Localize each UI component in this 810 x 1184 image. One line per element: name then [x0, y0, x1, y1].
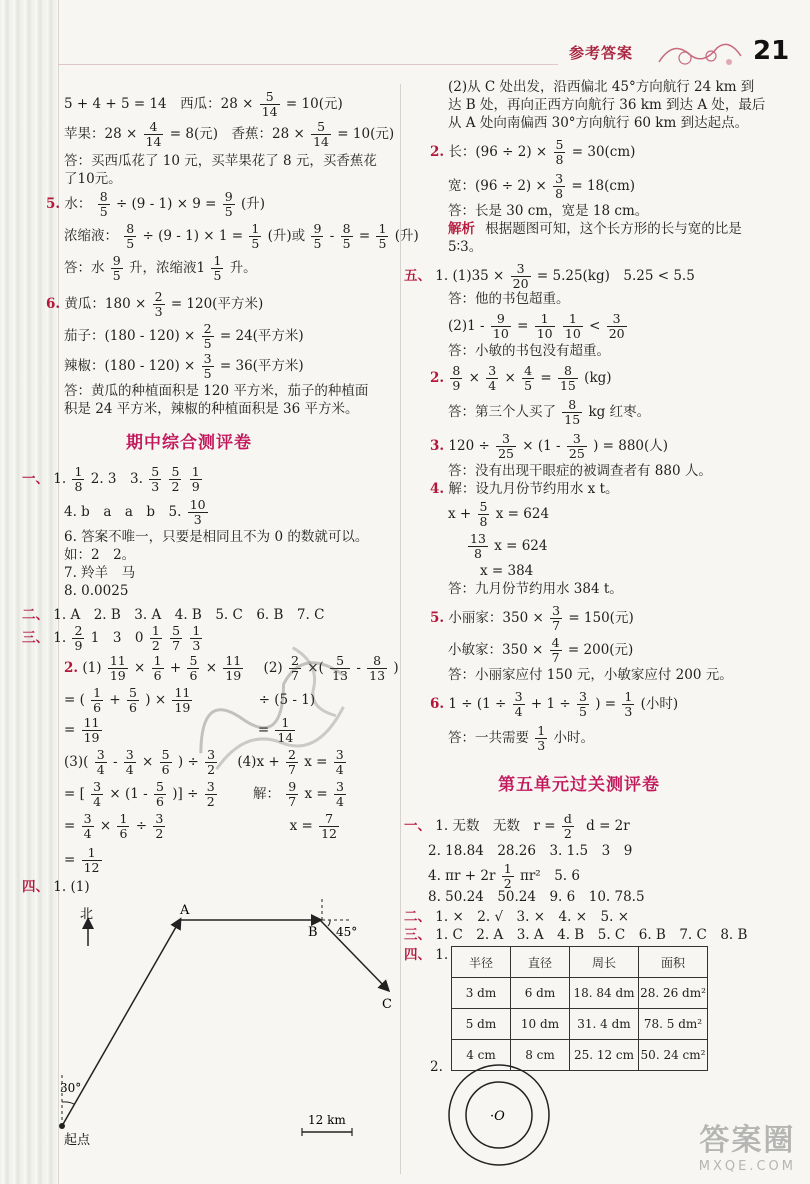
answer-line: 达 B 处，再向正西方向航行 36 km 到达 A 处，最后 [448, 97, 766, 113]
answer-line: 6. 黄瓜：180 × $\frac{2}{3}$ = 120(平方米) [46, 289, 264, 319]
answer-line: 2. 18.84 28.26 3. 1.5 3 9 [428, 843, 633, 859]
table-cell: 6 dm [511, 978, 570, 1009]
answer-line: 5 + 4 + 5 = 14 西瓜：28 × $\frac{5}{14}$ = 10(元) [64, 89, 343, 119]
answer-line: 一、 1. 无数 无数 r = $\frac{d}{2}$ d = 2r [404, 811, 630, 841]
answer-line: 6. 1 ÷ (1 ÷ $\frac{3}{4}$ + 1 ÷ $\frac{3}{5}$ ) = $\frac{1}{3}$ (小时) [430, 689, 679, 719]
table-cell: 18. 84 dm [570, 978, 639, 1009]
answer-line: 8. 0.0025 [64, 583, 129, 599]
answer-line: = $\frac{11}{19}$ = $\frac{1}{14}$ [64, 715, 294, 745]
header-decoration-icon [655, 36, 745, 72]
answer-line: 答：没有出现干眼症的被调查者有 880 人。 [448, 463, 712, 479]
table-cell: 3 dm [452, 978, 511, 1009]
table-cell: 8 cm [511, 1040, 570, 1071]
table-header: 周长 [570, 947, 639, 978]
table-header: 半径 [452, 947, 511, 978]
unit5-title: 第五单元过关测评卷 [498, 775, 660, 795]
start-point [59, 1123, 65, 1129]
point-b-label: B [308, 925, 318, 940]
answer-line: = $\frac{1}{12}$ [64, 845, 100, 875]
answer-line: 四、 1. (1) [22, 879, 90, 895]
answer-line: 茄子：(180 - 120) × $\frac{2}{5}$ = 24(平方米) [64, 321, 304, 351]
page-header [555, 30, 810, 78]
watermark [699, 1115, 796, 1174]
answer-line: 6. 答案不唯一，只要是相同且不为 0 的数就可以。 [64, 529, 369, 545]
table-cell: 25. 12 cm [570, 1040, 639, 1071]
answer-line: 4. b a a b 5. $\frac{10}{3}$ [64, 497, 206, 527]
route-map [44, 898, 400, 1174]
answer-line: 四、 1. [404, 947, 449, 963]
answer-line: 三、 1. $\frac{2}{9}$ 1 3 0 $\frac{1}{2}$ $\frac{5}{7}$ $\frac{1}{3}$ [22, 623, 201, 653]
point-a-label: A [180, 903, 190, 918]
answer-line: 浓缩液： $\frac{8}{5}$ ÷ (9 - 1) × 1 = $\frac{1}{5}$ (升)或 $\frac{9}{5}$ - $\frac{8}{5}$ = $\frac{1}{5}$ (升) [64, 221, 419, 251]
table-header: 直径 [511, 947, 570, 978]
answer-line: 一、 1. $\frac{1}{8}$ 2. 3 3. $\frac{5}{3}$ $\frac{5}{2}$ $\frac{1}{9}$ [22, 464, 200, 494]
answer-line: 五、 1. (1)35 × $\frac{3}{20}$ = 5.25(kg) 5.25 < 5.5 [404, 261, 695, 291]
angle-45-label: 45° [336, 925, 358, 939]
answer-line: (3)( $\frac{3}{4}$ - $\frac{3}{4}$ × $\frac{5}{6}$ ) ÷ $\frac{3}{2}$ (4)x + $\frac{2}{7}$ x = $\frac{3}{4}$ [64, 747, 344, 777]
answer-line: 答：第三个人买了 $\frac{8}{15}$ kg 红枣。 [448, 397, 651, 427]
answer-line: 5. 小丽家：350 × $\frac{3}{7}$ = 150(元) [430, 603, 634, 633]
angle-arc-45 [328, 920, 330, 926]
answer-line: 3. 120 ÷ $\frac{3}{25}$ × (1 - $\frac{3}{25}$ ) = 880(人) [430, 431, 669, 461]
answer-line: 三、 1. C 2. A 3. A 4. B 5. C 6. B 7. C 8. B [404, 927, 748, 943]
answer-line: 答：买西瓜花了 10 元，买苹果花了 8 元，买香蕉花 [64, 153, 377, 169]
answer-line: 二、 1. A 2. B 3. A 4. B 5. C 6. B 7. C [22, 607, 325, 623]
answer-line: = ( $\frac{1}{6}$ + $\frac{5}{6}$ ) × $\frac{11}{19}$ ÷ (5 - 1) [64, 685, 316, 715]
table-cell: 10 dm [511, 1009, 570, 1040]
table-row [452, 1009, 708, 1040]
answer-line: 答：他的书包超重。 [448, 291, 570, 307]
answer-line: 二、 1. × 2. √ 3. × 4. × 5. × [404, 909, 630, 925]
answer-line: 从 A 处向南偏西 30°方向航行 60 km 到达起点。 [448, 115, 749, 131]
center-o-label: ·O [490, 1109, 505, 1124]
page-number: 21 [753, 36, 790, 66]
scale-label: 12 km [308, 1113, 346, 1127]
answer-line: 2. $\frac{8}{9}$ × $\frac{3}{4}$ × $\frac{4}{5}$ = $\frac{8}{15}$ (kg) [430, 363, 612, 393]
answer-line: 如：2 2。 [64, 547, 136, 563]
north-label: 北 [80, 907, 94, 922]
answer-line: (2)从 C 处出发，沿西偏北 45°方向航行 24 km 到 [448, 79, 755, 95]
answer-line: 答：长是 30 cm，宽是 18 cm。 [448, 203, 649, 219]
answer-line: 答：一共需要 $\frac{1}{3}$ 小时。 [448, 723, 595, 753]
angle-arc-30 [62, 1102, 74, 1104]
table-cell: 28. 26 dm² [639, 978, 708, 1009]
watermark-url: MXQE.COM [698, 1159, 796, 1174]
answer-line: 答：小敏的书包没有超重。 [448, 343, 610, 359]
midterm-title: 期中综合测评卷 [126, 433, 252, 453]
answer-line: 8. 50.24 50.24 9. 6 10. 78.5 [428, 889, 645, 905]
answer-line: 5∶3。 [448, 239, 483, 255]
answer-line: = $\frac{3}{4}$ × $\frac{1}{6}$ ÷ $\frac{3}{2}$ x = $\frac{7}{12}$ [64, 811, 337, 841]
route-start-to-a [62, 920, 180, 1126]
answer-line: 解析 根据题图可知，这个长方形的长与宽的比是 [448, 221, 742, 237]
start-label: 起点 [64, 1133, 91, 1148]
header-title: 参考答案 [569, 44, 634, 62]
concentric-circles [446, 1062, 552, 1168]
answer-line: x + $\frac{5}{8}$ x = 624 [448, 499, 550, 529]
watermark-logo-text: 答案圈 [699, 1123, 796, 1158]
answer-line: = [ $\frac{3}{4}$ × (1 - $\frac{5}{6}$ )] ÷ $\frac{3}{2}$ 解： $\frac{9}{7}$ x = $\frac{3}{4}$ [64, 779, 344, 809]
answer-line: 2. 长：(96 ÷ 2) × $\frac{5}{8}$ = 30(cm) [430, 137, 636, 167]
answer-line: 辣椒：(180 - 120) × $\frac{3}{5}$ = 36(平方米) [64, 351, 304, 381]
table-cell: 31. 4 dm [570, 1009, 639, 1040]
point-c-label: C [382, 997, 392, 1012]
table-cell: 78. 5 dm² [639, 1009, 708, 1040]
answer-line: 7. 羚羊 马 [64, 565, 136, 581]
answer-line: 答：九月份节约用水 384 t。 [448, 581, 623, 597]
answer-line: 积是 24 平方米，辣椒的种植面积是 36 平方米。 [64, 401, 359, 417]
answer-line: 宽：(96 ÷ 2) × $\frac{3}{8}$ = 18(cm) [448, 171, 636, 201]
answer-line: $\frac{13}{8}$ x = 624 [470, 531, 548, 561]
header-rule [58, 64, 558, 65]
answer-line: 4. πr + 2r $\frac{1}{2}$ πr² 5. 6 [428, 861, 580, 891]
answer-line: 了10元。 [64, 171, 122, 187]
answer-line: 苹果：28 × $\frac{4}{14}$ = 8(元) 香蕉：28 × $\frac{5}{14}$ = 10(元) [64, 119, 395, 149]
table-header-row [452, 947, 708, 978]
circle-table [451, 946, 708, 1071]
answer-line: 4. 解：设九月份节约用水 x t。 [430, 481, 619, 497]
table-row [452, 978, 708, 1009]
answer-line: 2. (1) $\frac{11}{19}$ × $\frac{1}{6}$ + $\frac{5}{6}$ × $\frac{11}{19}$ (2) $\frac{2}{7}$ ×( $\frac{5}{13}$ - $\frac{8}{13}$ ) [64, 653, 399, 683]
answer-line: 5. 水： $\frac{8}{5}$ ÷ (9 - 1) × 9 = $\frac{9}{5}$ (升) [46, 189, 266, 219]
table-cell: 5 dm [452, 1009, 511, 1040]
answer-line: (2)1 - $\frac{9}{10}$ = $\frac{1}{10}$ $\frac{1}{10}$ < $\frac{3}{20}$ [448, 311, 625, 341]
angle-30-label: 30° [60, 1081, 82, 1095]
answer-line: 答：黄瓜的种植面积是 120 平方米，茄子的种植面 [64, 383, 369, 399]
answer-line: 2. [430, 1059, 443, 1075]
answer-line: 答：水 $\frac{9}{5}$ 升，浓缩液1 $\frac{1}{5}$ 升。 [64, 253, 257, 283]
answer-line: 答：小丽家应付 150 元，小敏家应付 200 元。 [448, 667, 733, 683]
answer-line: x = 384 [480, 563, 534, 579]
table-header: 面积 [639, 947, 708, 978]
table-cell: 50. 24 cm² [639, 1040, 708, 1071]
answer-line: 小敏家：350 × $\frac{4}{7}$ = 200(元) [448, 635, 634, 665]
table-cell: 4 cm [452, 1040, 511, 1071]
